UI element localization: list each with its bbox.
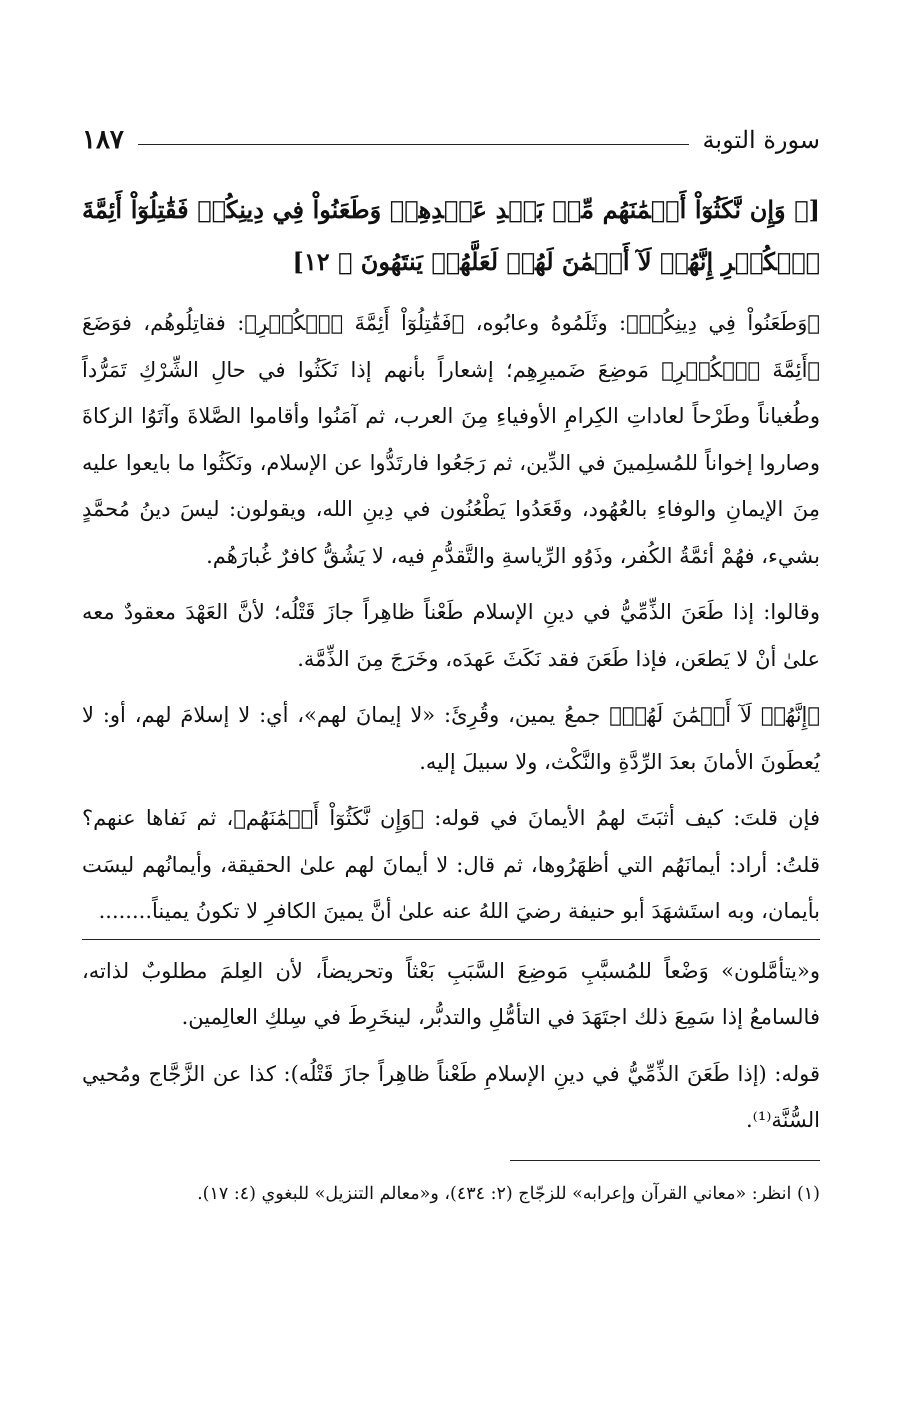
footnote-divider [510,1160,820,1161]
page-header [82,118,820,162]
commentary-paragraph: و«يتأمَّلون» وَضْعاً للمُسبَّبِ مَوضِعَ السَّبَبِ بَعْثاً وتحريضاً، لأن العِلمَ مطلوبٌ لذاته، فالسامعُ إذا سَمِعَ ذلك اجتَهَدَ في التأمُّلِ والتدبُّر، لينخَرِطَ في سِلكِ العالِمين. [82,958,820,1029]
commentary-paragraph: قوله: (إذا طَعَنَ الذِّمِّيُّ في دينِ الإسلامِ طَعْناً ظاهِراً جازَ قَتْلُه): كذا عن الزَّجَّاج ومُحيي السُّنَّة⁽¹⁾. [82,1061,820,1132]
header-rule [138,144,689,145]
book-page [82,118,820,1209]
quran-verse: [﴿ وَإِن نَّكَثُوٓاْ أَيۡمَٰنَهُم مِّنۢ بَعۡدِ عَهۡدِهِمۡ وَطَعَنُواْ فِي دِينِكُمۡ فَقَٰتِلُوٓاْ أَئِمَّةَ ٱلۡكُفۡرِ إِنَّهُمۡ لَآ أَيۡمَٰنَ لَهُمۡ لَعَلَّهُمۡ يَنتَهُونَ ﴾ ١٢] [82,195,820,276]
page-number: ١٨٧ [82,125,124,155]
tafsir-paragraph: وقالوا: إذا طَعَنَ الذِّمِّيُّ في دينِ الإسلام طَعْناً ظاهِراً جازَ قَتْلُه؛ لأنَّ العَهْدَ معقودٌ معه علىٰ أنْ لا يَطعَن، فإذا طَعَنَ فقد نَكَثَ عَهدَه، وخَرَجَ مِنَ الذِّمَّة. [82,600,820,671]
footnote: (١) انظر: «معاني القرآن وإعرابه» للزجّاج (٢: ٤٣٤)، و«معالم التنزيل» للبغوي (٤: ١٧). [197,1183,820,1204]
tafsir-paragraph: فإن قلتَ: كيف أثبَتَ لهمُ الأيمانَ في قوله: ﴿وَإِن نَّكَثُوٓاْ أَيۡمَٰنَهُم﴾، ثم نَفاها عنهم؟ قلتُ: أراد: أيمانَهُم التي أظهَرُوها، ثم قال: لا أيمانَ لهم علىٰ الحقيقة، وأيمانُهم ليسَت بأيمان، وبه استَشهَدَ أبو حنيفة رضيَ اللهُ عنه علىٰ أنَّ يمينَ الكافرِ لا تكونُ يميناً........ [82,806,820,923]
section-divider [82,939,820,940]
commentary-section [82,948,820,1144]
tafsir-paragraph: ﴿وَطَعَنُواْ فِي دِينِكُمۡ﴾: وثَلَمُوهُ وعابُوه، ﴿فَقَٰتِلُوٓاْ أَئِمَّةَ ٱلۡكُفۡرِ﴾: فقاتِلُوهُم، فوَضَعَ ﴿أَئِمَّةَ ٱلۡكُفۡرِ﴾ مَوضِعَ ضَميرِهِم؛ إشعاراً بأنهم إذا نَكَثُوا في حالِ الشِّرْكِ تَمَرُّداً وطُغياناً وطَرْحاً لعاداتِ الكِرامِ الأوفياءِ مِنَ العرب، ثم آمَنُوا وأقاموا الصَّلاةَ وآتَوُا الزكاةَ وصاروا إخواناً للمُسلِمينَ في الدِّين، ثم رَجَعُوا فارتَدُّوا عن الإسلام، ونَكَثُوا ما بايعوا عليه مِنَ الإيمانِ والوفاءِ بالعُهُود، وقَعَدُوا يَطْعُنُون في دِينِ الله، ويقولون: ليسَ دينُ مُحمَّدٍ بشيء، فهُمْ أئمَّةُ الكُفر، وذَوُو الرِّياسةِ والتَّقدُّمِ فيه، لا يَشُقُّ كافرٌ غُبارَهُم. [82,311,821,568]
tafsir-paragraph: ﴿إِنَّهُمۡ لَآ أَيۡمَٰنَ لَهُمۡ﴾ جمعُ يمين، وقُرِئَ: «لا إيمانَ لهم»، أي: لا إسلامَ لهم، أو: لا يُعطَونَ الأمانَ بعدَ الرِّدَّةِ والنَّكْث، ولا سبيلَ إليه. [82,703,820,774]
surah-title: سورة التوبة [702,126,820,154]
